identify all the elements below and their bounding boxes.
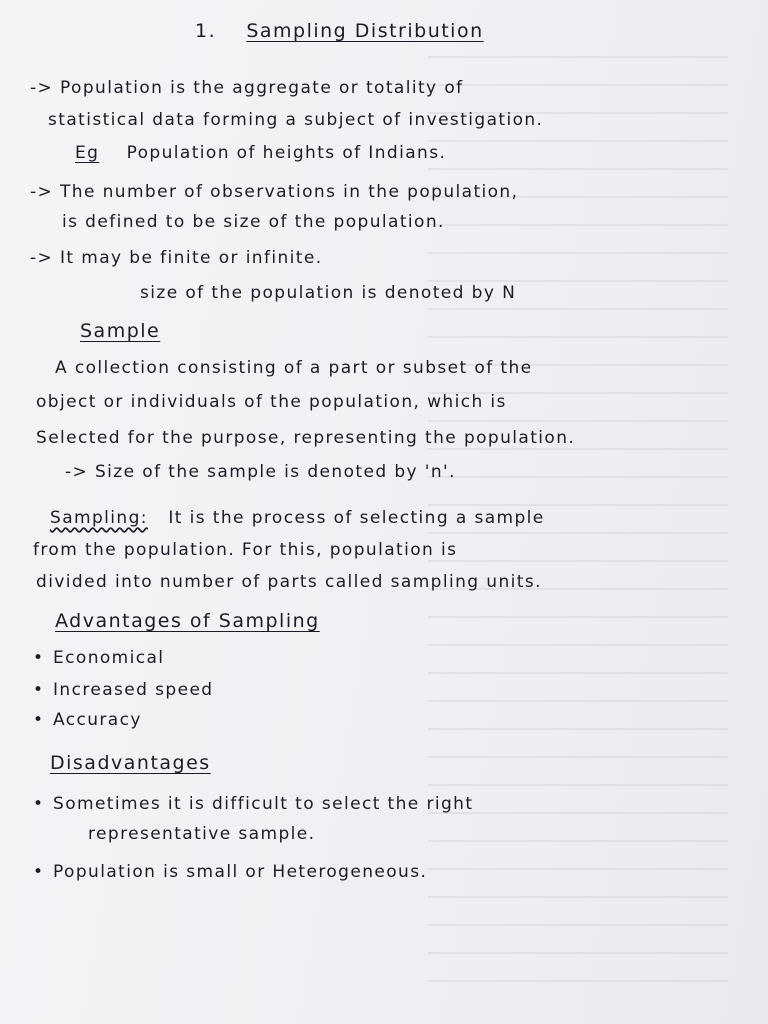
- sampling-line-1: [50, 508, 545, 528]
- disadvantage-text: Sometimes it is difficult to select the right: [53, 794, 474, 814]
- sampling-text: It is the process of selecting a sample: [168, 508, 545, 528]
- title-number: 1.: [195, 20, 217, 42]
- advantage-label: Increased speed: [53, 680, 214, 700]
- advantage-item: [33, 648, 164, 668]
- population-line-5: -> It may be finite or infinite.: [30, 248, 323, 268]
- population-line-1: -> Population is the aggregate or totality of: [30, 78, 464, 98]
- sampling-heading: Sampling:: [50, 508, 148, 528]
- sample-line-2: object or individuals of the population, which is: [36, 392, 507, 412]
- sampling-line-2: from the population. For this, population is: [33, 540, 458, 560]
- bullet-icon: •: [33, 680, 45, 700]
- population-example: [75, 143, 446, 163]
- advantage-item: [33, 680, 214, 700]
- population-line-4: is defined to be size of the population.: [62, 212, 445, 232]
- population-line-2: statistical data forming a subject of investigation.: [48, 110, 544, 130]
- example-text: Population of heights of Indians.: [126, 143, 447, 163]
- sample-line-4: -> Size of the sample is denoted by 'n'.: [65, 462, 456, 482]
- disadvantage-item-1-continued: representative sample.: [88, 824, 316, 844]
- bullet-icon: •: [33, 794, 45, 814]
- population-line-6: size of the population is denoted by N: [140, 283, 517, 303]
- bullet-icon: •: [33, 648, 45, 668]
- population-line-3: -> The number of observations in the population,: [30, 182, 519, 202]
- bullet-icon: •: [33, 710, 45, 730]
- sample-line-3: Selected for the purpose, representing the population.: [36, 428, 576, 448]
- advantage-label: Accuracy: [53, 710, 142, 730]
- sample-heading: Sample: [80, 320, 161, 342]
- disadvantage-text: Population is small or Heterogeneous.: [53, 862, 428, 882]
- bullet-icon: •: [33, 862, 45, 882]
- sampling-line-3: divided into number of parts called sampling units.: [36, 572, 542, 592]
- title-text: Sampling Distribution: [246, 20, 484, 42]
- advantage-item: [33, 710, 142, 730]
- example-label: Eg: [75, 143, 100, 163]
- page-title: [195, 20, 484, 42]
- disadvantages-heading: Disadvantages: [50, 752, 211, 774]
- disadvantage-item-2: [33, 862, 427, 882]
- advantage-label: Economical: [53, 648, 165, 668]
- sample-line-1: A collection consisting of a part or subset of the: [55, 358, 533, 378]
- advantages-heading: Advantages of Sampling: [55, 610, 320, 632]
- disadvantage-item-1: [33, 794, 473, 814]
